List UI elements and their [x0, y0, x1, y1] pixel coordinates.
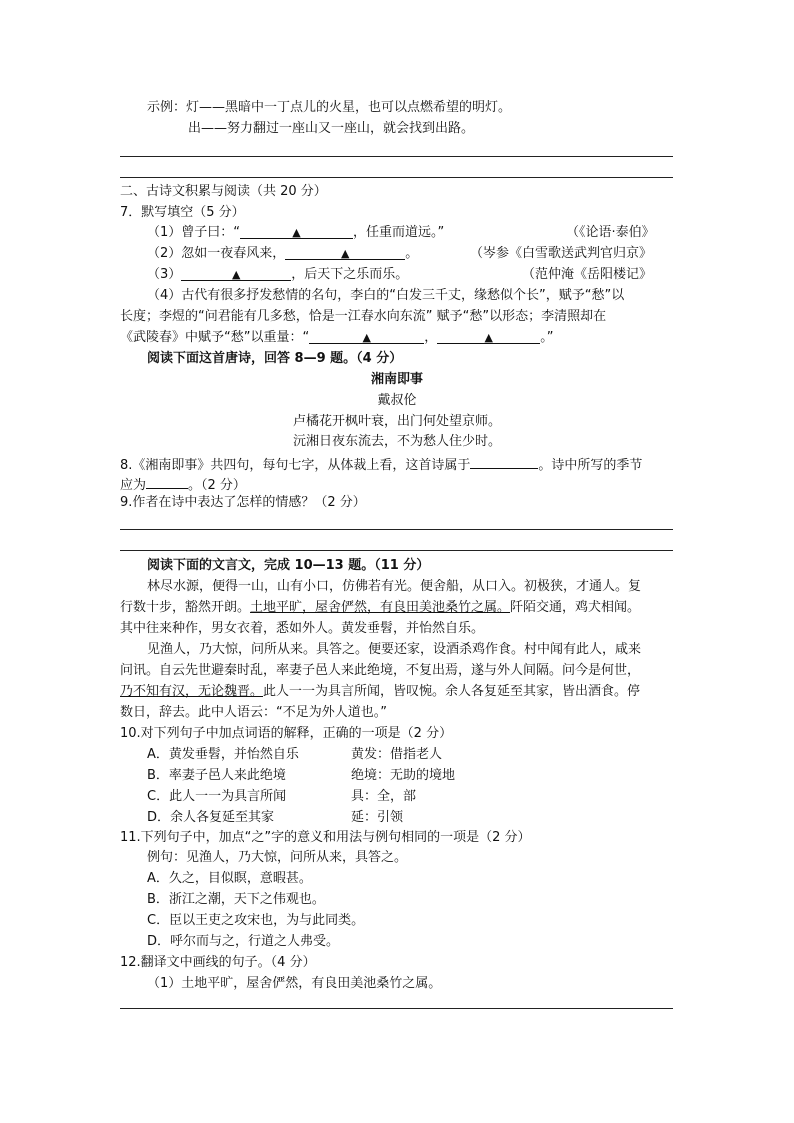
passage-line: 行数十步，豁然开朗。土地平旷，屋舍俨然，有良田美池桑竹之属。阡陌交通，鸡犬相闻。: [120, 600, 641, 615]
triangle-marker-icon: ▲: [484, 331, 493, 344]
answer-rule: [120, 529, 673, 530]
poem-line-1: 卢橘花开枫叶衰，出门何处望京师。: [292, 414, 501, 429]
q10-option-d: D．余人各复延至其家: [147, 810, 275, 825]
q10-option-b: B．率妻子邑人来此绝境: [147, 768, 286, 783]
q11-option-d: D．呼尔而与之，行道之人弗受。: [147, 934, 340, 949]
q10-option-d-gloss: 延：引领: [351, 810, 404, 825]
answer-rule: [120, 156, 673, 157]
triangle-marker-icon: ▲: [232, 268, 241, 281]
example-line-2: 出——努力翻过一座山又一座山，就会找到出路。: [188, 121, 475, 136]
q7-item-3-source: （范仲淹《岳阳楼记》: [522, 267, 653, 282]
triangle-marker-icon: ▲: [341, 247, 350, 260]
q10-title: 10.对下列句子中加点词语的解释，正确的一项是（2 分）: [120, 726, 453, 741]
q12-title: 12.翻译文中画线的句子。（4 分）: [120, 955, 316, 970]
q11-example: 例句：见渔人，乃大惊，问所从来，具答之。: [147, 850, 408, 865]
q11-option-a: A．久之，目似瞑，意暇甚。: [147, 871, 312, 886]
section-heading: 二、古诗文积累与阅读（共 20 分）: [120, 184, 327, 199]
q7-title: 7．默写填空（5 分）: [120, 205, 245, 220]
poem-line-2: 沅湘日夜东流去，不为愁人住少时。: [292, 434, 501, 449]
q11-title: 11.下列句子中，加点“之”字的意义和用法与例句相同的一项是（2 分）: [120, 830, 531, 845]
answer-rule: [120, 177, 673, 178]
passage-line: 见渔人，乃大惊，问所从来。具答之。便要还家，设酒杀鸡作食。村中闻有此人，咸来: [147, 642, 642, 657]
answer-blank[interactable]: [146, 474, 188, 489]
underlined-sentence-2: 乃不知有汉，无论魏晋。: [120, 684, 264, 699]
classical-prompt: 阅读下面的文言文，完成 10—13 题。（11 分）: [147, 558, 430, 573]
q8-line-1: 8.《湘南即事》共四句，每句七字，从体裁上看，这首诗属于 。诗中所写的季节: [120, 454, 642, 475]
q10-option-c: C．此人一一为具言所闻: [147, 789, 287, 804]
q12-item-1: （1）土地平旷，屋舍俨然，有良田美池桑竹之属。: [147, 976, 442, 991]
passage-line: 问讯。自云先世避秦时乱，率妻子邑人来此绝境，不复出焉，遂与外人间隔。问今是何世，: [120, 663, 641, 678]
underlined-sentence-1: 土地平旷，屋舍俨然，有良田美池桑竹之属。: [250, 600, 511, 615]
passage-line: 数日，辞去。此中人语云：“不足为外人道也。”: [120, 705, 387, 720]
q7-item-2: （2）忽如一夜春风来， ▲ 。: [147, 246, 419, 261]
answer-rule: [120, 550, 673, 551]
q10-option-b-gloss: 绝境：无助的境地: [351, 768, 456, 783]
passage-line: 林尽水源，便得一山，山有小口，仿佛若有光。便舍船，从口入。初极狭，才通人。复: [147, 579, 642, 594]
q7-item-4-line-3: 《武陵春》中赋予“愁”以重量：“ ▲ ， ▲ 。”: [120, 330, 554, 345]
answer-blank[interactable]: [181, 266, 291, 281]
q8-line-2: 应为 。（2 分）: [120, 474, 246, 495]
answer-blank[interactable]: [240, 224, 353, 239]
poem-author: 戴叔伦: [377, 393, 417, 408]
triangle-marker-icon: ▲: [292, 226, 301, 239]
poem-prompt: 阅读下面这首唐诗，回答 8—9 题。（4 分）: [147, 351, 403, 366]
answer-blank[interactable]: [285, 245, 405, 260]
answer-blank[interactable]: [470, 454, 538, 469]
example-line-1: 示例：灯——黑暗中一丁点儿的火星，也可以点燃希望的明灯。: [147, 100, 512, 115]
answer-blank[interactable]: [437, 329, 540, 344]
q7-item-2-source: （岑参《白雪歌送武判官归京》: [470, 246, 653, 261]
q7-item-4-line-1: （4）古代有很多抒发愁情的名句，李白的“白发三千丈，缘愁似个长”，赋予“愁”以: [147, 288, 625, 303]
answer-blank[interactable]: [309, 329, 424, 344]
answer-rule: [120, 1008, 673, 1009]
triangle-marker-icon: ▲: [362, 331, 371, 344]
q10-option-a-gloss: 黄发：借指老人: [351, 747, 443, 762]
q7-item-1-source: （《论语·泰伯》: [566, 225, 655, 240]
q10-option-c-gloss: 具：全，部: [351, 789, 417, 804]
passage-line: 其中往来种作，男女衣着，悉如外人。黄发垂髫，并怡然自乐。: [120, 621, 485, 636]
q11-option-c: C．臣以王吏之攻宋也，为与此同类。: [147, 913, 365, 928]
passage-line: 乃不知有汉，无论魏晋。此人一一为具言所闻，皆叹惋。余人各复延至其家，皆出酒食。停: [120, 684, 641, 699]
q7-item-3: （3） ▲ ，后天下之乐而乐。: [147, 267, 409, 282]
q7-item-1: （1）曾子曰：“ ▲ ，任重而道远。”: [147, 225, 445, 240]
q11-option-b: B．浙江之潮，天下之伟观也。: [147, 892, 325, 907]
poem-title: 湘南即事: [370, 372, 423, 387]
q10-option-a: A．黄发垂髫，并怡然自乐: [147, 747, 299, 762]
q7-item-4-line-2: 长度；李煜的“问君能有几多愁，恰是一江春水向东流” 赋予“愁”以形态；李清照却在: [120, 309, 607, 324]
q9-question: 9.作者在诗中表达了怎样的情感？（2 分）: [120, 495, 366, 510]
